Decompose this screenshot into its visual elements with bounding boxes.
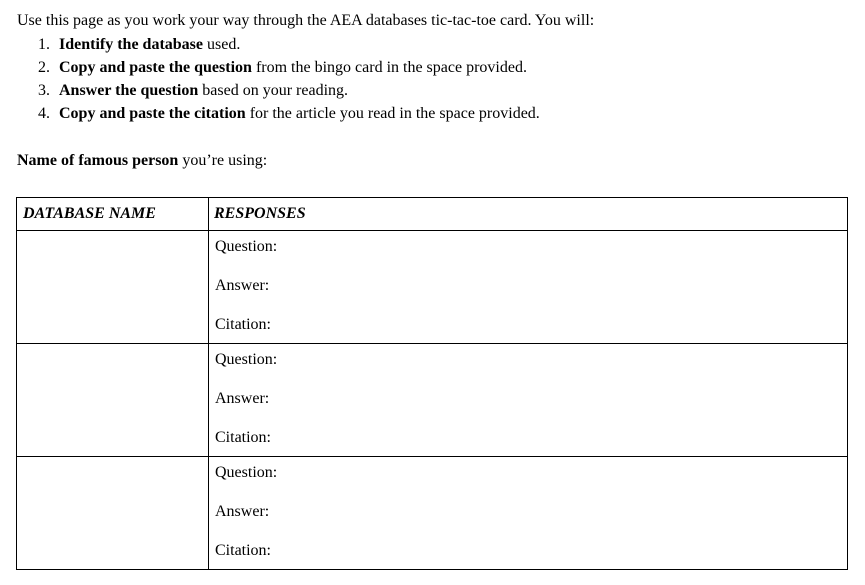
answer-label: Answer: bbox=[215, 503, 270, 520]
response-table bbox=[16, 197, 848, 570]
table-row bbox=[17, 231, 848, 344]
list-item bbox=[38, 102, 540, 125]
list-item bbox=[38, 56, 540, 79]
database-name-cell[interactable] bbox=[17, 344, 209, 457]
step-text: used. bbox=[203, 36, 241, 53]
citation-label: Citation: bbox=[215, 316, 271, 333]
question-label: Question: bbox=[215, 464, 278, 481]
step-number: 1. bbox=[38, 36, 50, 53]
instruction-list bbox=[38, 33, 540, 125]
step-number: 2. bbox=[38, 59, 50, 76]
list-item bbox=[38, 33, 540, 56]
step-bold-text: Copy and paste the citation bbox=[59, 105, 246, 122]
step-bold-text: Identify the database bbox=[59, 36, 204, 53]
question-label: Question: bbox=[215, 351, 278, 368]
famous-person-label: Name of famous person bbox=[17, 152, 179, 169]
step-text: from the bingo card in the space provided. bbox=[251, 59, 527, 76]
step-bold-text: Answer the question bbox=[59, 82, 199, 99]
database-name-header: DATABASE NAME bbox=[17, 198, 209, 231]
responses-cell[interactable] bbox=[209, 231, 848, 344]
database-name-cell[interactable] bbox=[17, 231, 209, 344]
step-number: 3. bbox=[38, 82, 50, 99]
table-row bbox=[17, 457, 848, 570]
answer-label: Answer: bbox=[215, 277, 270, 294]
intro-text: Use this page as you work your way through the AEA databases tic-tac-toe card. You will: bbox=[17, 12, 595, 29]
answer-label: Answer: bbox=[215, 390, 270, 407]
table-header-row bbox=[17, 198, 848, 231]
step-bold-text: Copy and paste the question bbox=[59, 59, 252, 76]
citation-label: Citation: bbox=[215, 429, 271, 446]
step-number: 4. bbox=[38, 105, 50, 122]
step-text: based on your reading. bbox=[198, 82, 349, 99]
list-item bbox=[38, 79, 540, 102]
citation-label: Citation: bbox=[215, 542, 271, 559]
responses-cell[interactable] bbox=[209, 457, 848, 570]
famous-person-prompt bbox=[17, 150, 267, 172]
famous-person-text: you’re using: bbox=[178, 152, 268, 169]
table-row bbox=[17, 344, 848, 457]
step-text: for the article you read in the space provided. bbox=[245, 105, 540, 122]
database-name-cell[interactable] bbox=[17, 457, 209, 570]
responses-cell[interactable] bbox=[209, 344, 848, 457]
question-label: Question: bbox=[215, 238, 278, 255]
responses-header: RESPONSES bbox=[209, 198, 848, 231]
